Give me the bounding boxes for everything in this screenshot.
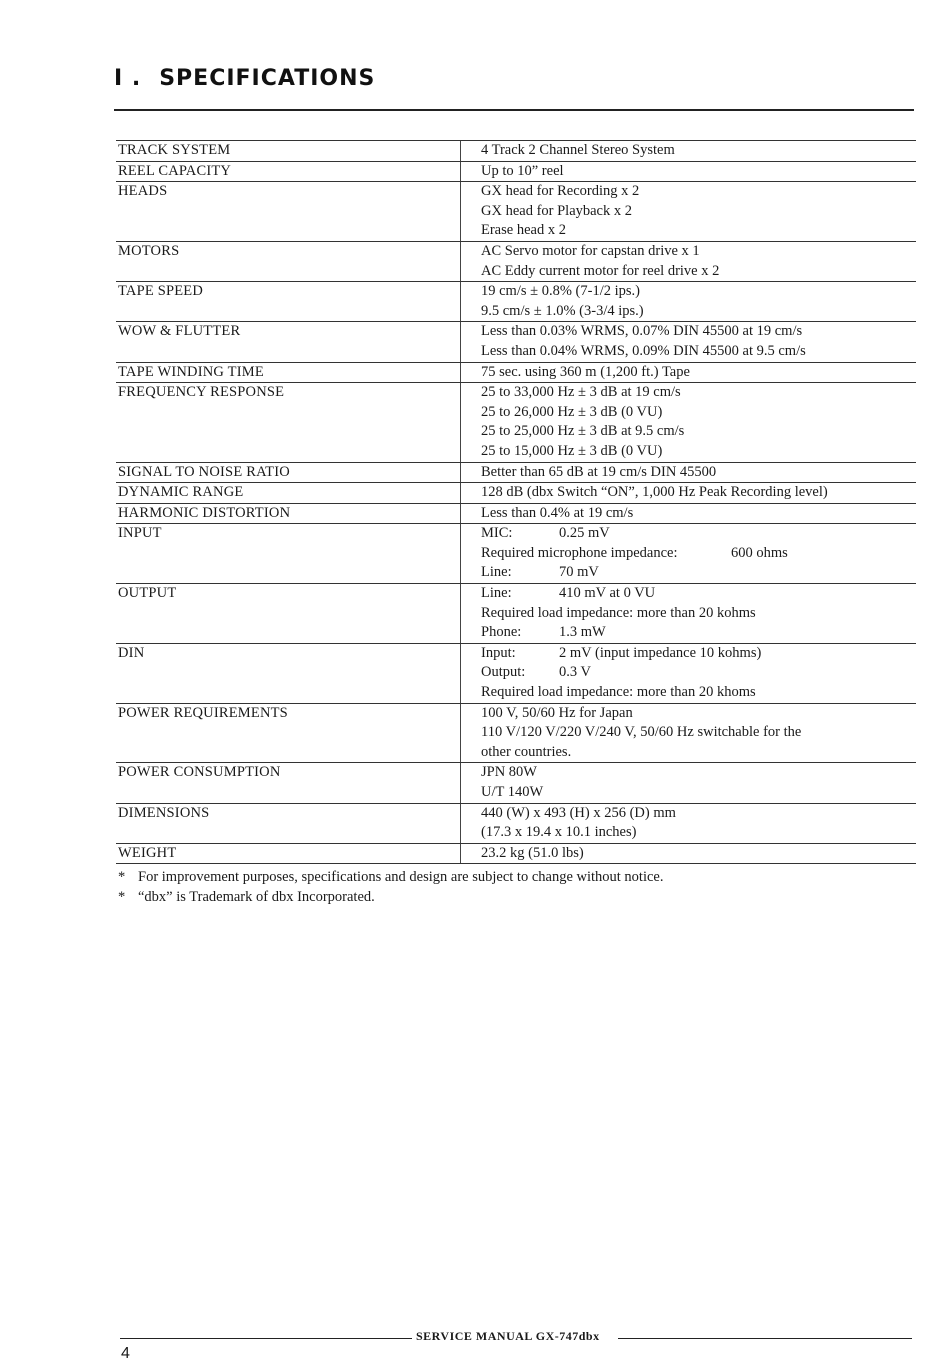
spec-values xyxy=(460,504,916,524)
footnote xyxy=(118,868,664,888)
spec-value-line xyxy=(481,524,916,544)
footnote-text: “dbx” is Trademark of dbx Incorporated. xyxy=(138,888,375,905)
spec-label: FREQUENCY RESPONSE xyxy=(118,384,285,401)
spec-values xyxy=(460,141,916,161)
spec-values xyxy=(460,383,916,461)
spec-values xyxy=(460,182,916,241)
spec-value-key: Line: xyxy=(481,585,512,602)
spec-values xyxy=(460,584,916,643)
spec-value-line: other countries. xyxy=(481,743,572,760)
spec-value-key: Input: xyxy=(481,644,516,661)
spec-value-key: Required microphone impedance: xyxy=(481,544,678,561)
spec-values xyxy=(460,524,916,583)
spec-value-line xyxy=(481,544,916,564)
spec-row xyxy=(116,141,916,162)
spec-value-line xyxy=(481,604,916,624)
spec-value-line xyxy=(481,623,916,643)
spec-value-text: 410 mV at 0 VU xyxy=(559,585,656,602)
spec-value-line: GX head for Recording x 2 xyxy=(481,183,640,200)
spec-value-line: 110 V/120 V/220 V/240 V, 50/60 Hz switchable for the xyxy=(481,724,802,741)
spec-value-text: 600 ohms xyxy=(731,544,788,561)
spec-label: TAPE WINDING TIME xyxy=(118,363,264,380)
spec-value-line xyxy=(481,663,916,683)
section-title: SPECIFICATIONS xyxy=(159,66,376,91)
spec-values xyxy=(460,463,916,483)
spec-value-text: 70 mV xyxy=(559,564,599,581)
spec-value-line: 25 to 15,000 Hz ± 3 dB (0 VU) xyxy=(481,442,663,459)
spec-row xyxy=(116,282,916,322)
spec-row xyxy=(116,804,916,844)
spec-values xyxy=(460,644,916,703)
specifications-table xyxy=(116,140,916,864)
spec-row xyxy=(116,242,916,282)
spec-value-line: 75 sec. using 360 m (1,200 ft.) Tape xyxy=(481,363,690,380)
spec-values xyxy=(460,844,916,864)
spec-value-line xyxy=(481,683,916,703)
spec-row xyxy=(116,463,916,484)
spec-value-line: 23.2 kg (51.0 lbs) xyxy=(481,844,584,861)
spec-label: WOW & FLUTTER xyxy=(118,323,241,340)
spec-label: POWER CONSUMPTION xyxy=(118,764,281,781)
spec-value-key: Required load impedance: more than 20 kohms xyxy=(481,604,756,621)
footnotes xyxy=(118,868,664,907)
title-rule xyxy=(114,109,914,111)
spec-value-line: (17.3 x 19.4 x 10.1 inches) xyxy=(481,824,637,841)
section-number: I . xyxy=(114,66,142,91)
spec-label: TAPE SPEED xyxy=(118,283,204,300)
spec-row xyxy=(116,383,916,462)
spec-values xyxy=(460,282,916,321)
spec-value-line: 25 to 33,000 Hz ± 3 dB at 19 cm/s xyxy=(481,384,681,401)
spec-row xyxy=(116,363,916,384)
footnote-text: For improvement purposes, specifications and design are subject to change without notice. xyxy=(138,869,664,885)
spec-values xyxy=(460,483,916,503)
spec-value-key: Required load impedance: more than 20 khoms xyxy=(481,684,756,701)
spec-label: HARMONIC DISTORTION xyxy=(118,504,291,521)
footer-rule-right xyxy=(618,1338,912,1339)
spec-label: MOTORS xyxy=(118,242,180,259)
spec-value-line: 25 to 25,000 Hz ± 3 dB at 9.5 cm/s xyxy=(481,423,685,440)
spec-label: INPUT xyxy=(118,525,162,542)
spec-row xyxy=(116,763,916,803)
page-number: 4 xyxy=(121,1345,130,1362)
spec-value-line: 25 to 26,000 Hz ± 3 dB (0 VU) xyxy=(481,403,663,420)
spec-values xyxy=(460,363,916,383)
spec-value-text: 0.25 mV xyxy=(559,525,610,542)
spec-value-line: Less than 0.03% WRMS, 0.07% DIN 45500 at 19 cm/s xyxy=(481,323,803,340)
spec-value-line: AC Eddy current motor for reel drive x 2 xyxy=(481,262,720,279)
spec-value-key: Line: xyxy=(481,564,512,581)
spec-label: POWER REQUIREMENTS xyxy=(118,704,288,721)
spec-value-line: AC Servo motor for capstan drive x 1 xyxy=(481,242,700,259)
spec-label: HEADS xyxy=(118,183,168,200)
spec-value-key: Output: xyxy=(481,664,526,681)
spec-value-line: 19 cm/s ± 0.8% (7-1/2 ips.) xyxy=(481,283,640,300)
spec-row xyxy=(116,162,916,183)
footer-title: SERVICE MANUAL GX-747dbx xyxy=(416,1329,600,1343)
spec-values xyxy=(460,242,916,281)
spec-value-line: 440 (W) x 493 (H) x 256 (D) mm xyxy=(481,804,676,821)
spec-values xyxy=(460,322,916,361)
spec-label: DIMENSIONS xyxy=(118,804,210,821)
spec-value-line: Up to 10” reel xyxy=(481,162,564,179)
spec-values xyxy=(460,763,916,802)
spec-values xyxy=(460,162,916,182)
spec-row xyxy=(116,844,916,865)
spec-value-line: 4 Track 2 Channel Stereo System xyxy=(481,142,675,158)
spec-value-line: Less than 0.4% at 19 cm/s xyxy=(481,504,634,521)
spec-row xyxy=(116,704,916,764)
footnote xyxy=(118,888,664,908)
spec-row xyxy=(116,584,916,644)
footnote-mark: * xyxy=(118,888,126,905)
spec-values xyxy=(460,704,916,763)
spec-values xyxy=(460,804,916,843)
spec-row xyxy=(116,483,916,504)
spec-value-line: Less than 0.04% WRMS, 0.09% DIN 45500 at 9.5 cm/s xyxy=(481,342,806,359)
spec-value-line xyxy=(481,563,916,583)
footnote-mark: * xyxy=(118,869,126,885)
spec-value-key: MIC: xyxy=(481,525,513,542)
spec-value-line xyxy=(481,644,916,664)
spec-label: SIGNAL TO NOISE RATIO xyxy=(118,463,290,480)
spec-value-line: U/T 140W xyxy=(481,784,544,800)
spec-row xyxy=(116,644,916,704)
spec-label: REEL CAPACITY xyxy=(118,162,232,179)
spec-row xyxy=(116,524,916,584)
spec-row xyxy=(116,504,916,525)
spec-value-key: Phone: xyxy=(481,624,522,641)
spec-value-line: JPN 80W xyxy=(481,764,537,781)
spec-value-line: 100 V, 50/60 Hz for Japan xyxy=(481,704,633,721)
spec-value-line: 9.5 cm/s ± 1.0% (3-3/4 ips.) xyxy=(481,302,644,319)
spec-row xyxy=(116,322,916,362)
spec-label: DIN xyxy=(118,644,145,661)
spec-value-line: 128 dB (dbx Switch “ON”, 1,000 Hz Peak Recording level) xyxy=(481,484,828,501)
page-heading xyxy=(114,66,375,91)
spec-value-line: Erase head x 2 xyxy=(481,222,566,239)
spec-value-line: Better than 65 dB at 19 cm/s DIN 45500 xyxy=(481,463,717,480)
spec-value-line: GX head for Playback x 2 xyxy=(481,202,632,219)
spec-value-text: 1.3 mW xyxy=(559,624,606,641)
spec-value-line xyxy=(481,584,916,604)
spec-label: WEIGHT xyxy=(118,844,177,861)
footer-rule-left xyxy=(120,1338,412,1339)
spec-value-text: 2 mV (input impedance 10 kohms) xyxy=(559,644,762,661)
spec-label: OUTPUT xyxy=(118,585,177,602)
spec-row xyxy=(116,182,916,242)
spec-value-text: 0.3 V xyxy=(559,664,591,681)
spec-label: TRACK SYSTEM xyxy=(118,142,231,158)
spec-label: DYNAMIC RANGE xyxy=(118,484,244,501)
